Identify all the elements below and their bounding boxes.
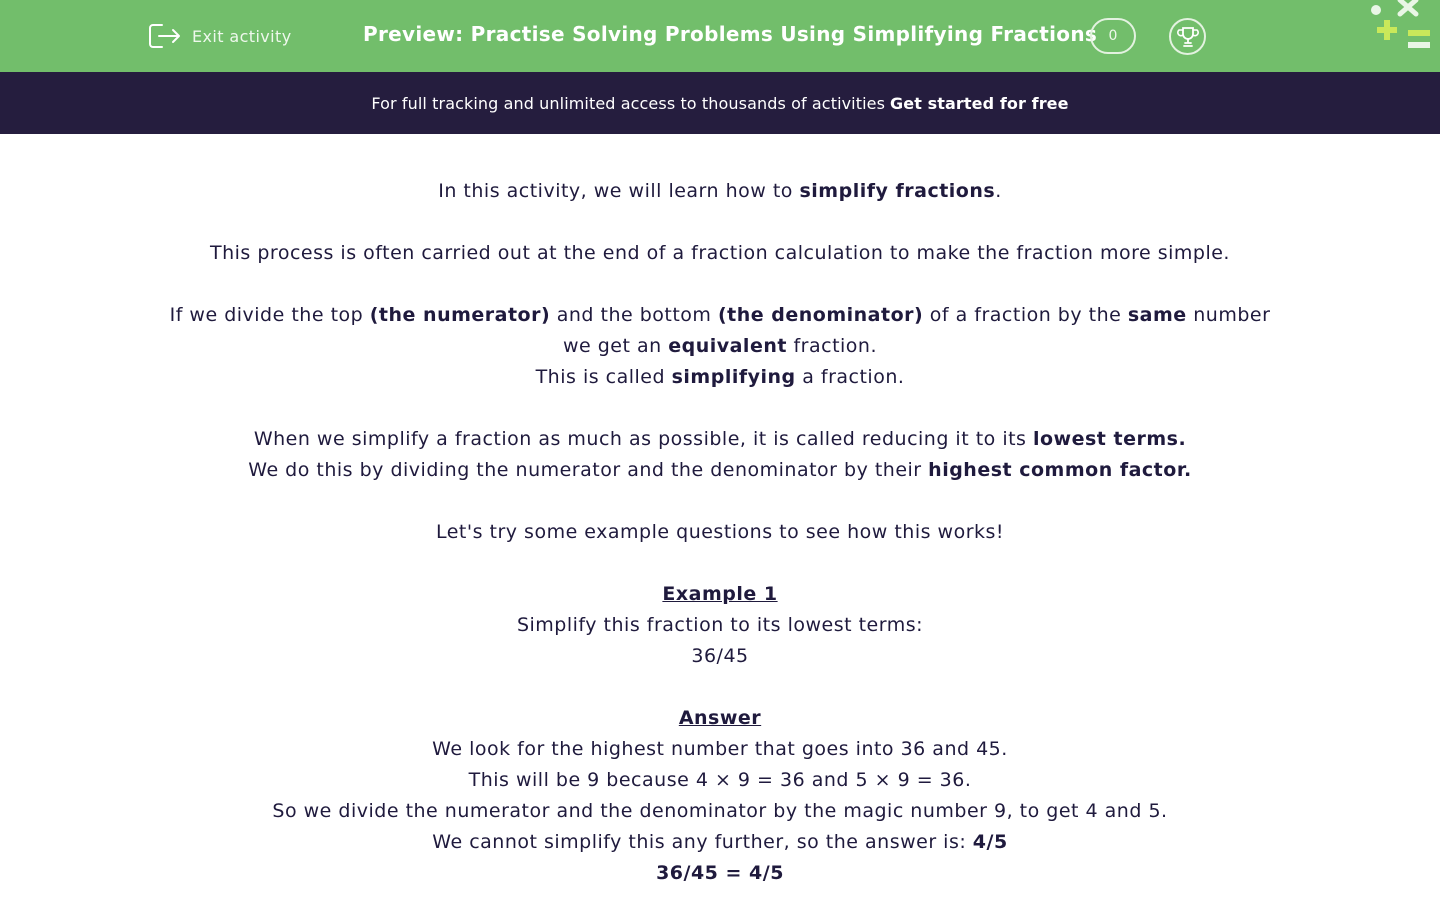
equivalent-text-1: we get an xyxy=(562,335,669,357)
answer-line-3: So we divide the numerator and the denominator by the magic number 9, to get 4 and 5. xyxy=(272,800,1168,822)
answer-result xyxy=(100,858,1340,889)
hcf-paragraph xyxy=(100,455,1340,486)
intro-bold: simplify fractions xyxy=(799,180,996,202)
called-text-2: a fraction. xyxy=(795,366,905,388)
exit-activity-button[interactable] xyxy=(148,20,292,52)
hcf-bold: highest common factor. xyxy=(928,459,1192,481)
equivalent-text-2: fraction. xyxy=(786,335,878,357)
answer-heading xyxy=(100,703,1340,734)
activity-content xyxy=(100,176,1340,889)
trophy-icon xyxy=(1176,25,1200,49)
trophy-button[interactable] xyxy=(1169,18,1206,55)
numerator-bold: (the numerator) xyxy=(369,304,551,326)
get-started-link[interactable]: Get started for free xyxy=(890,93,1069,113)
answer-result-bold: 36/45 = 4/5 xyxy=(656,862,784,884)
answer-line-4-text: We cannot simplify this any further, so the answer is: xyxy=(432,831,973,853)
example-heading-text: Example 1 xyxy=(662,583,778,605)
denominator-bold: (the denominator) xyxy=(717,304,924,326)
top-bar xyxy=(0,0,1440,72)
divide-paragraph xyxy=(100,300,1340,331)
answer-line-2: This will be 9 because 4 × 9 = 36 and 5 × 9 = 36. xyxy=(468,769,972,791)
activity-title: Preview: Practise Solving Problems Using Simplifying Fractions xyxy=(363,22,1098,46)
example-fraction: 36/45 xyxy=(691,645,749,667)
example-heading xyxy=(100,579,1340,610)
banner-text: For full tracking and unlimited access to thousands of activities xyxy=(371,93,886,113)
answer-heading-text: Answer xyxy=(678,707,762,729)
lowest-terms-paragraph xyxy=(100,424,1340,455)
equivalent-bold: equivalent xyxy=(668,335,787,357)
lowest-terms-bold: lowest terms. xyxy=(1032,428,1187,450)
simplifying-bold: simplifying xyxy=(671,366,796,388)
called-paragraph xyxy=(100,362,1340,393)
answer-value-bold: 4/5 xyxy=(972,831,1008,853)
example-prompt: Simplify this fraction to its lowest terms: xyxy=(516,614,924,636)
lowest-text: When we simplify a fraction as much as possible, it is called reducing it to its xyxy=(253,428,1033,450)
divide-text-2: and the bottom xyxy=(550,304,718,326)
exit-activity-label: Exit activity xyxy=(192,26,292,46)
answer-line-1: We look for the highest number that goes into 36 and 45. xyxy=(432,738,1008,760)
same-bold: same xyxy=(1127,304,1187,326)
brand-logo xyxy=(1364,0,1440,60)
upgrade-banner xyxy=(0,72,1440,134)
intro-paragraph xyxy=(100,176,1340,207)
intro-end: . xyxy=(995,180,1002,202)
try-paragraph: Let's try some example questions to see how this works! xyxy=(435,521,1005,543)
exit-icon xyxy=(148,22,182,50)
divide-text-1: If we divide the top xyxy=(169,304,370,326)
hcf-text: We do this by dividing the numerator and the denominator by their xyxy=(248,459,929,481)
process-paragraph: This process is often carried out at the end of a fraction calculation to make the fraction more simple. xyxy=(210,242,1230,264)
divide-text-3: of a fraction by the xyxy=(923,304,1128,326)
called-text-1: This is called xyxy=(535,366,672,388)
answer-line-4 xyxy=(100,827,1340,858)
score-badge: 0 xyxy=(1090,18,1136,54)
equivalent-paragraph xyxy=(100,331,1340,362)
intro-text: In this activity, we will learn how to xyxy=(438,180,800,202)
divide-text-4: number xyxy=(1186,304,1271,326)
